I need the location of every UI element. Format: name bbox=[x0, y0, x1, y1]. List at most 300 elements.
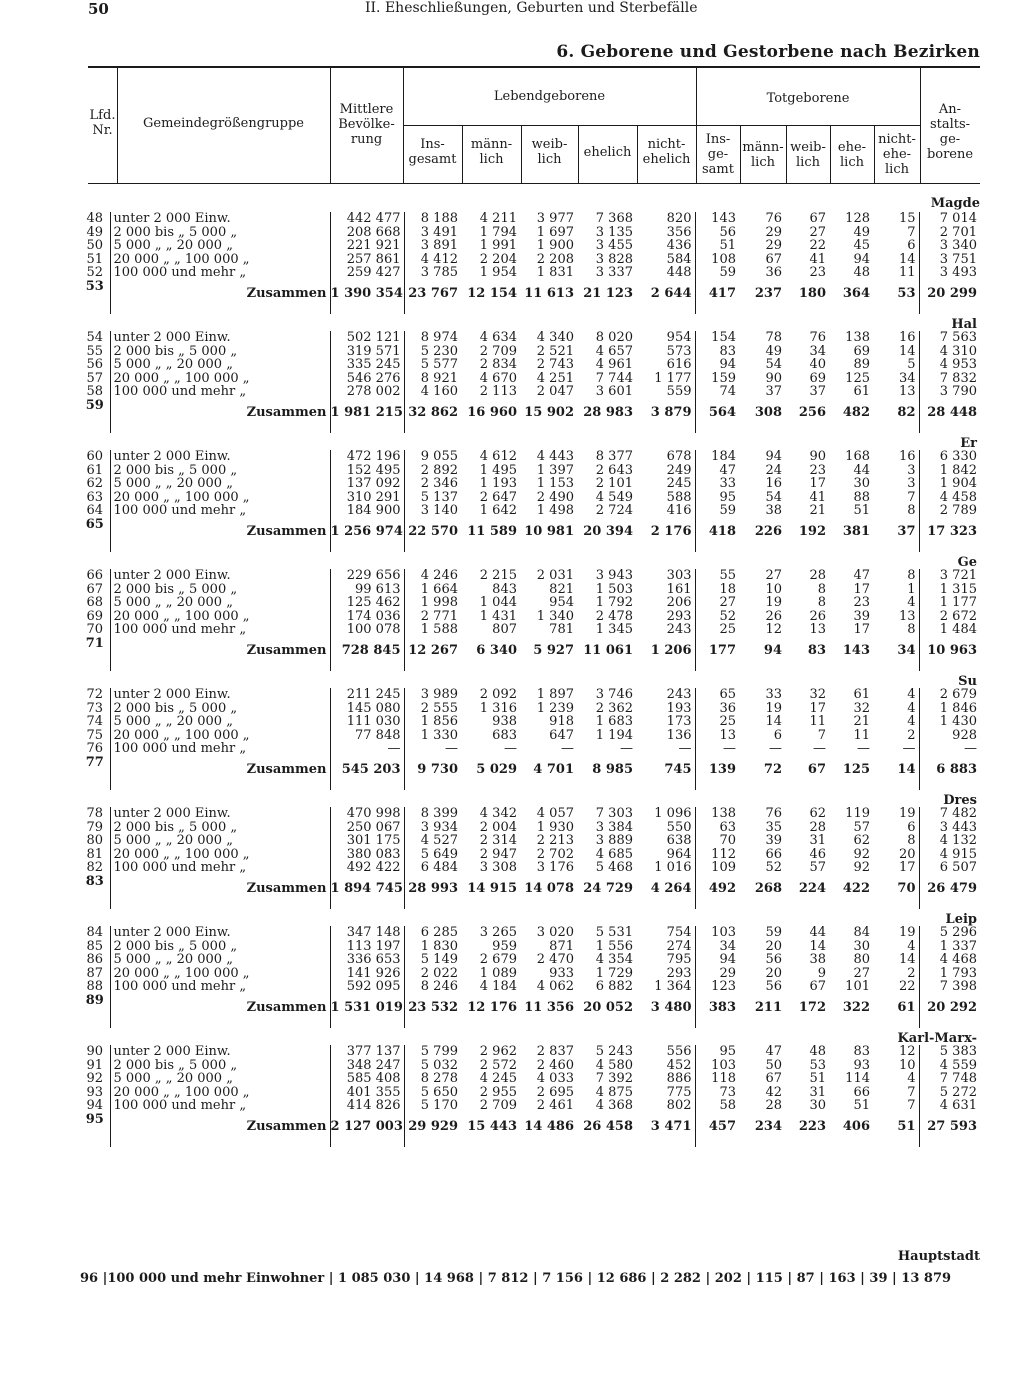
row-number: 79 bbox=[86, 819, 104, 835]
data-table bbox=[80, 212, 980, 1147]
group-label: 2 000 bis „ 5 000 „ bbox=[110, 345, 330, 359]
table-cell: 1 998 bbox=[404, 596, 461, 610]
table-cell: 17 bbox=[853, 622, 870, 637]
table-cell: — bbox=[404, 742, 461, 756]
table-cell: 2 771 bbox=[404, 610, 461, 624]
sum-cell: 27 593 bbox=[919, 1113, 980, 1148]
table-row bbox=[80, 1099, 980, 1113]
table-cell: 95 bbox=[695, 1045, 739, 1059]
table-cell: 109 bbox=[695, 861, 739, 875]
table-cell: 1 431 bbox=[479, 608, 517, 624]
table-cell: 36 bbox=[695, 702, 739, 716]
table-cell: 23 bbox=[809, 462, 826, 478]
table-cell: 7 014 bbox=[919, 212, 980, 226]
sum-cell: 14 915 bbox=[467, 880, 517, 896]
table-cell: 21 bbox=[853, 714, 870, 729]
group-label: unter 2 000 Einw. bbox=[110, 569, 330, 583]
table-cell: 683 bbox=[492, 727, 517, 743]
table-cell: 259 427 bbox=[330, 266, 404, 280]
table-cell: 249 bbox=[666, 462, 692, 478]
table-cell: 274 bbox=[666, 938, 692, 954]
table-cell: 754 bbox=[666, 925, 692, 940]
sum-cell: 16 960 bbox=[467, 404, 517, 420]
table-cell: 2 213 bbox=[536, 833, 574, 848]
sum-cell: 564 bbox=[695, 399, 739, 434]
table-cell: 16 bbox=[898, 330, 916, 345]
table-cell: 19 bbox=[765, 595, 782, 610]
table-row bbox=[80, 729, 980, 743]
sum-cell: 223 bbox=[798, 1118, 826, 1134]
table-cell: 1 345 bbox=[595, 622, 633, 637]
table-cell: 250 067 bbox=[330, 821, 404, 835]
table-cell: 221 921 bbox=[330, 239, 404, 253]
table-cell: 69 bbox=[809, 370, 826, 386]
sum-cell: 406 bbox=[842, 1118, 870, 1134]
table-cell: 78 bbox=[765, 330, 782, 345]
sum-cell: 72 bbox=[763, 761, 782, 777]
table-cell: 13 bbox=[695, 729, 739, 743]
row-number: 76 bbox=[86, 741, 104, 756]
table-cell: 8 246 bbox=[404, 980, 461, 994]
table-cell: — bbox=[919, 742, 980, 756]
sum-row bbox=[80, 1113, 980, 1148]
sum-label: Zusammen bbox=[110, 399, 330, 434]
table-cell: 3 265 bbox=[479, 925, 517, 940]
sum-cell: 2 176 bbox=[650, 523, 692, 539]
table-cell: 3 601 bbox=[595, 384, 633, 399]
table-cell: 83 bbox=[695, 345, 739, 359]
header-lg-insgesamt: Ins- gesamt bbox=[408, 137, 457, 167]
table-cell: 2 478 bbox=[595, 608, 633, 624]
table-cell: 807 bbox=[492, 622, 517, 637]
table-cell: 2 955 bbox=[479, 1084, 517, 1100]
table-row bbox=[80, 450, 980, 464]
table-cell: 2 461 bbox=[536, 1098, 574, 1113]
table-cell: 119 bbox=[845, 806, 870, 821]
table-cell: 7 392 bbox=[595, 1071, 633, 1086]
table-cell: 3 176 bbox=[536, 860, 574, 875]
table-cell: 7 744 bbox=[595, 370, 633, 386]
table-row bbox=[80, 807, 980, 821]
group-label: 20 000 „ „ 100 000 „ bbox=[110, 848, 330, 862]
table-cell: 7 bbox=[907, 1098, 916, 1113]
table-cell: 41 bbox=[809, 251, 826, 267]
table-cell: 50 bbox=[765, 1057, 782, 1073]
table-cell: 114 bbox=[845, 1071, 870, 1086]
table-cell: 1 397 bbox=[536, 462, 574, 478]
row-number: 52 bbox=[86, 265, 104, 280]
table-cell: 94 bbox=[695, 953, 739, 967]
sum-cell: 23 767 bbox=[404, 280, 461, 315]
table-cell: 27 bbox=[765, 568, 782, 583]
table-cell: 16 bbox=[765, 476, 782, 491]
sum-cell: 364 bbox=[842, 285, 870, 301]
table-cell: 1 330 bbox=[404, 729, 461, 743]
group-label: 20 000 „ „ 100 000 „ bbox=[110, 253, 330, 267]
row-number: 55 bbox=[86, 343, 104, 359]
table-cell: 10 bbox=[898, 1057, 916, 1073]
table-cell: 93 bbox=[853, 1057, 870, 1073]
table-cell: 10 bbox=[765, 581, 782, 597]
region-name: Su bbox=[958, 673, 977, 689]
table-cell: 502 121 bbox=[330, 331, 404, 345]
table-cell: 125 bbox=[845, 370, 870, 386]
table-cell: 38 bbox=[765, 503, 782, 518]
table-cell: 44 bbox=[853, 462, 870, 478]
table-cell: 1 792 bbox=[595, 595, 633, 610]
row-number: 56 bbox=[86, 357, 104, 372]
table-cell: 4 246 bbox=[404, 569, 461, 583]
table-row bbox=[80, 715, 980, 729]
table-cell: 3 135 bbox=[595, 224, 633, 240]
table-cell: 211 245 bbox=[330, 688, 404, 702]
table-cell: 9 055 bbox=[404, 450, 461, 464]
table-cell: 1 089 bbox=[479, 965, 517, 981]
table-cell: 4 245 bbox=[479, 1071, 517, 1086]
table-cell: 31 bbox=[809, 1084, 826, 1100]
row-number: 85 bbox=[86, 938, 104, 954]
sum-cell: 8 985 bbox=[592, 761, 633, 777]
group-label: 2 000 bis „ 5 000 „ bbox=[110, 464, 330, 478]
sum-cell: 83 bbox=[807, 642, 826, 658]
table-cell: 30 bbox=[853, 938, 870, 954]
table-cell: 3 455 bbox=[595, 238, 633, 253]
table-cell: 1 830 bbox=[404, 940, 461, 954]
table-cell: 5 383 bbox=[919, 1045, 980, 1059]
table-cell: 584 bbox=[666, 251, 692, 267]
table-cell: 51 bbox=[853, 1098, 870, 1113]
table-cell: 20 bbox=[765, 938, 782, 954]
sum-cell: 11 613 bbox=[524, 285, 574, 301]
table-cell: 58 bbox=[695, 1099, 739, 1113]
table-row bbox=[80, 358, 980, 372]
table-cell: 52 bbox=[765, 860, 782, 875]
table-row bbox=[80, 372, 980, 386]
sum-cell: 3 471 bbox=[650, 1118, 692, 1134]
header-lfd-nr bbox=[88, 108, 117, 138]
table-cell: 95 bbox=[695, 491, 739, 505]
capital-cell: | 13 879 bbox=[887, 1271, 952, 1286]
table-row bbox=[80, 1059, 980, 1073]
table-cell: 138 bbox=[845, 330, 870, 345]
table-cell: 1 430 bbox=[919, 715, 980, 729]
table-cell: 113 197 bbox=[330, 940, 404, 954]
table-cell: 3 337 bbox=[595, 265, 633, 280]
row-number: 68 bbox=[86, 595, 104, 610]
table-cell: 89 bbox=[853, 357, 870, 372]
table-row bbox=[80, 848, 980, 862]
table-cell: 1 588 bbox=[404, 623, 461, 637]
table-cell: 35 bbox=[765, 819, 782, 835]
region-row bbox=[80, 1028, 980, 1045]
sum-cell: 26 458 bbox=[583, 1118, 633, 1134]
table-cell: 1 484 bbox=[919, 623, 980, 637]
table-cell: 3 977 bbox=[536, 211, 574, 226]
sum-cell: 234 bbox=[754, 1118, 782, 1134]
table-cell: 4 340 bbox=[536, 330, 574, 345]
table-row bbox=[80, 702, 980, 716]
table-cell: 41 bbox=[809, 489, 826, 505]
table-cell: 108 bbox=[695, 253, 739, 267]
row-number: 70 bbox=[86, 622, 104, 637]
row-number: 54 bbox=[86, 330, 104, 345]
sum-label: Zusammen bbox=[110, 756, 330, 791]
table-cell: 25 bbox=[695, 715, 739, 729]
table-cell: 335 245 bbox=[330, 358, 404, 372]
table-cell: 55 bbox=[695, 569, 739, 583]
table-cell: 2 572 bbox=[479, 1057, 517, 1073]
table-cell: 16 bbox=[898, 449, 916, 464]
table-cell: 1 193 bbox=[479, 476, 517, 491]
group-label: unter 2 000 Einw. bbox=[110, 331, 330, 345]
table-cell: 17 bbox=[853, 581, 870, 597]
table-cell: 23 bbox=[809, 265, 826, 280]
header-top-rule bbox=[88, 66, 980, 68]
table-cell: 143 bbox=[695, 212, 739, 226]
row-number: 91 bbox=[86, 1057, 104, 1073]
table-cell: 5 032 bbox=[404, 1059, 461, 1073]
table-row bbox=[80, 504, 980, 518]
sum-row bbox=[80, 756, 980, 791]
table-cell: — bbox=[695, 742, 739, 756]
table-cell: 100 078 bbox=[330, 623, 404, 637]
table-cell: 3 785 bbox=[404, 266, 461, 280]
group-label: 2 000 bis „ 5 000 „ bbox=[110, 226, 330, 240]
table-cell: 3 bbox=[907, 462, 916, 478]
table-cell: 4 612 bbox=[479, 449, 517, 464]
table-cell: 1 503 bbox=[595, 581, 633, 597]
sum-cell: 15 443 bbox=[467, 1118, 517, 1134]
table-row bbox=[80, 834, 980, 848]
table-cell: 2 837 bbox=[536, 1044, 574, 1059]
region-name: Karl-Marx- bbox=[897, 1030, 977, 1046]
table-cell: 5 230 bbox=[404, 345, 461, 359]
table-cell: 401 355 bbox=[330, 1086, 404, 1100]
table-cell: 19 bbox=[765, 700, 782, 716]
table-cell: 92 bbox=[853, 846, 870, 862]
sum-cell: 180 bbox=[798, 285, 826, 301]
table-cell: 12 bbox=[765, 622, 782, 637]
sum-cell: 143 bbox=[842, 642, 870, 658]
group-label: 5 000 „ „ 20 000 „ bbox=[110, 1072, 330, 1086]
table-cell: 7 303 bbox=[595, 806, 633, 821]
table-cell: 2 672 bbox=[919, 610, 980, 624]
group-label: 20 000 „ „ 100 000 „ bbox=[110, 491, 330, 505]
table-cell: 4 354 bbox=[595, 952, 633, 967]
table-cell: 4 631 bbox=[919, 1099, 980, 1113]
group-label: 100 000 und mehr „ bbox=[110, 385, 330, 399]
table-cell: 25 bbox=[695, 623, 739, 637]
table-cell: 2 679 bbox=[919, 688, 980, 702]
table-cell: 19 bbox=[898, 925, 916, 940]
table-cell: 380 083 bbox=[330, 848, 404, 862]
table-cell: 66 bbox=[853, 1084, 870, 1100]
sum-cell: 26 479 bbox=[919, 875, 980, 910]
table-row bbox=[80, 253, 980, 267]
row-number: 77 bbox=[85, 754, 104, 770]
table-cell: 13 bbox=[898, 608, 916, 624]
table-cell: 138 bbox=[695, 807, 739, 821]
table-cell: 14 bbox=[765, 714, 782, 729]
sum-cell: 308 bbox=[754, 404, 782, 420]
row-number: 90 bbox=[86, 1044, 104, 1059]
sum-cell: 1 531 019 bbox=[330, 994, 404, 1029]
sum-cell: 2 644 bbox=[650, 285, 692, 301]
table-cell: 92 bbox=[853, 860, 870, 875]
table-cell: 59 bbox=[695, 266, 739, 280]
table-cell: 11 bbox=[809, 714, 826, 729]
sum-cell: 34 bbox=[897, 642, 916, 658]
table-cell: 4 443 bbox=[536, 449, 574, 464]
table-cell: 556 bbox=[666, 1044, 692, 1059]
sum-cell: 422 bbox=[842, 880, 870, 896]
table-cell: 6 bbox=[773, 727, 782, 743]
sum-cell: 177 bbox=[695, 637, 739, 672]
region-name: Magde bbox=[930, 196, 980, 211]
table-cell: 17 bbox=[809, 476, 826, 491]
group-label: 20 000 „ „ 100 000 „ bbox=[110, 1086, 330, 1100]
table-cell: 29 bbox=[695, 967, 739, 981]
table-cell: — bbox=[902, 741, 916, 756]
table-cell: 1 664 bbox=[404, 583, 461, 597]
sum-cell: 728 845 bbox=[330, 637, 404, 672]
table-row bbox=[80, 491, 980, 505]
table-cell: 32 bbox=[809, 687, 826, 702]
sum-cell: 29 929 bbox=[404, 1113, 461, 1148]
table-cell: 2 101 bbox=[595, 476, 633, 491]
table-cell: 6 882 bbox=[595, 979, 633, 994]
table-cell: 5 649 bbox=[404, 848, 461, 862]
group-label: 5 000 „ „ 20 000 „ bbox=[110, 358, 330, 372]
sum-cell: 125 bbox=[842, 761, 870, 777]
table-cell: 4 bbox=[907, 938, 916, 954]
sum-row bbox=[80, 518, 980, 553]
table-cell: 118 bbox=[695, 1072, 739, 1086]
table-cell: 933 bbox=[549, 965, 574, 981]
table-cell: 1 177 bbox=[654, 370, 692, 386]
table-cell: 33 bbox=[695, 477, 739, 491]
table-cell: 959 bbox=[492, 938, 517, 954]
table-cell: 128 bbox=[845, 211, 870, 226]
table-row bbox=[80, 861, 980, 875]
capital-row bbox=[80, 1249, 980, 1286]
sum-cell: 172 bbox=[798, 999, 826, 1015]
table-cell: 377 137 bbox=[330, 1045, 404, 1059]
table-cell: 6 484 bbox=[404, 861, 461, 875]
sum-cell: 67 bbox=[807, 761, 826, 777]
table-cell: 5 296 bbox=[919, 926, 980, 940]
table-cell: 90 bbox=[809, 449, 826, 464]
table-cell: 2 702 bbox=[536, 846, 574, 862]
table-row bbox=[80, 583, 980, 597]
table-cell: 2 208 bbox=[536, 251, 574, 267]
table-cell: 5 577 bbox=[404, 358, 461, 372]
table-cell: 1 315 bbox=[919, 583, 980, 597]
table-cell: 54 bbox=[765, 357, 782, 372]
table-cell: 161 bbox=[666, 581, 692, 597]
table-cell: 27 bbox=[853, 965, 870, 981]
table-cell: 1 239 bbox=[536, 700, 574, 716]
table-cell: 65 bbox=[695, 688, 739, 702]
table-cell: 11 bbox=[853, 727, 870, 743]
table-cell: 48 bbox=[853, 265, 870, 280]
table-cell: 30 bbox=[809, 1098, 826, 1113]
table-cell: 13 bbox=[809, 622, 826, 637]
table-cell: 47 bbox=[695, 464, 739, 478]
sum-cell: 1 256 974 bbox=[330, 518, 404, 553]
table-cell: 928 bbox=[919, 729, 980, 743]
row-number: 82 bbox=[86, 860, 104, 875]
table-cell: 1 337 bbox=[919, 940, 980, 954]
table-row bbox=[80, 596, 980, 610]
header-lg-nichtehelich: nicht- ehelich bbox=[642, 137, 691, 167]
table-cell: 26 bbox=[809, 608, 826, 624]
table-cell: 94 bbox=[695, 358, 739, 372]
table-cell: — bbox=[330, 742, 404, 756]
table-cell: 59 bbox=[765, 925, 782, 940]
table-cell: 1 991 bbox=[479, 238, 517, 253]
table-cell: 88 bbox=[853, 489, 870, 505]
table-cell: 4 670 bbox=[479, 370, 517, 386]
table-cell: 66 bbox=[765, 846, 782, 862]
table-cell: 2 892 bbox=[404, 464, 461, 478]
table-cell: 6 bbox=[907, 238, 916, 253]
table-cell: 229 656 bbox=[330, 569, 404, 583]
table-cell: 8 377 bbox=[595, 449, 633, 464]
table-cell: 775 bbox=[666, 1084, 692, 1100]
table-cell: 94 bbox=[765, 449, 782, 464]
table-cell: 67 bbox=[809, 979, 826, 994]
table-cell: 9 bbox=[817, 965, 826, 981]
row-number: 67 bbox=[86, 581, 104, 597]
table-cell: 208 668 bbox=[330, 226, 404, 240]
table-cell: 1 897 bbox=[536, 687, 574, 702]
table-cell: 67 bbox=[809, 211, 826, 226]
table-cell: 7 482 bbox=[919, 807, 980, 821]
table-cell: 61 bbox=[853, 384, 870, 399]
table-cell: 4 160 bbox=[404, 385, 461, 399]
table-cell: 14 bbox=[898, 343, 916, 359]
table-cell: 2 555 bbox=[404, 702, 461, 716]
table-cell: 17 bbox=[898, 860, 916, 875]
table-cell: 34 bbox=[695, 940, 739, 954]
group-label: 100 000 und mehr „ bbox=[110, 266, 330, 280]
table-cell: 4 685 bbox=[595, 846, 633, 862]
table-cell: 1 bbox=[907, 581, 916, 597]
capital-cell: | 14 968 bbox=[410, 1271, 474, 1286]
sum-label: Zusammen bbox=[110, 875, 330, 910]
table-cell: 83 bbox=[853, 1044, 870, 1059]
table-cell: 2 113 bbox=[479, 384, 517, 399]
table-row bbox=[80, 477, 980, 491]
table-cell: 4 657 bbox=[595, 343, 633, 359]
table-cell: 2 346 bbox=[404, 477, 461, 491]
group-label: unter 2 000 Einw. bbox=[110, 688, 330, 702]
group-label: 100 000 und mehr „ bbox=[110, 504, 330, 518]
table-cell: 2 679 bbox=[479, 952, 517, 967]
sum-cell: 5 029 bbox=[476, 761, 517, 777]
table-row bbox=[80, 980, 980, 994]
table-cell: 8 278 bbox=[404, 1072, 461, 1086]
table-cell: 103 bbox=[695, 1059, 739, 1073]
sum-cell: 5 927 bbox=[533, 642, 574, 658]
table-cell: 436 bbox=[666, 238, 692, 253]
header-lg-weiblich: weib- lich bbox=[531, 137, 568, 167]
table-cell: 54 bbox=[765, 489, 782, 505]
table-row bbox=[80, 212, 980, 226]
table-cell: 821 bbox=[549, 581, 574, 597]
group-label: 2 000 bis „ 5 000 „ bbox=[110, 1059, 330, 1073]
